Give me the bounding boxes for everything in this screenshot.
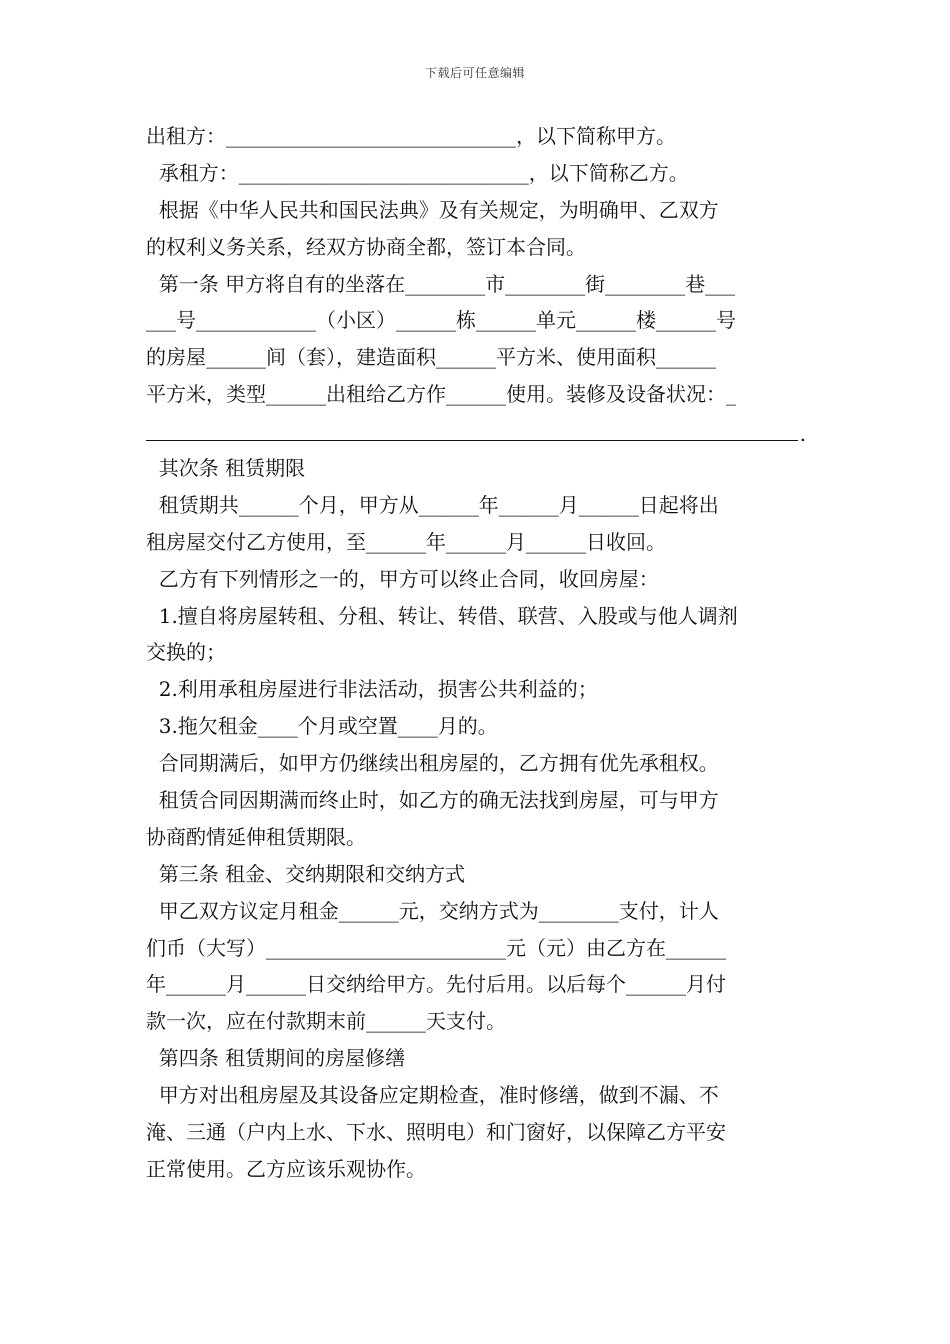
text-line: ___号____________（小区）______栋______单元______楼______号 bbox=[146, 308, 736, 333]
text-line: 的房屋______间（套），建造面积______平方米、使用面积______ bbox=[146, 345, 716, 370]
page-header: 下载后可任意编辑 bbox=[424, 66, 525, 80]
text-line: 们币（大写）________________________元（元）由乙方在______ bbox=[146, 935, 726, 960]
line-end-period: . bbox=[799, 422, 806, 447]
text-line: 第一条 甲方将自有的坐落在________市________街________巷___ bbox=[146, 271, 736, 296]
text-line: 协商酌情延伸租赁期限。 bbox=[146, 824, 366, 849]
text-line: 出租方：_____________________________，以下简称甲方。 bbox=[146, 124, 676, 148]
text-line: 乙方有下列情形之一的，甲方可以终止合同，收回房屋： bbox=[146, 566, 659, 591]
section-heading: 第四条 租赁期间的房屋修缮 bbox=[146, 1046, 406, 1071]
fill-in-line bbox=[146, 413, 806, 450]
text-line: 淹、三通（户内上水、下水、照明电）和门窗好，以保障乙方平安 bbox=[146, 1120, 726, 1145]
text-line: 合同期满后，如甲方仍继续出租房屋的，乙方拥有优先承租权。 bbox=[146, 751, 719, 776]
section-heading: 第三条 租金、交纳期限和交纳方式 bbox=[146, 861, 466, 886]
text-line: 租赁期共______个月，甲方从______年______月______日起将出 bbox=[146, 492, 719, 517]
text-line: 甲方对出租房屋及其设备应定期检查，准时修缮，做到不漏、不 bbox=[146, 1083, 719, 1108]
text-line: 交换的； bbox=[146, 640, 226, 665]
text-line: 年______月______日交纳给甲方。先付后用。以后每个______月付 bbox=[146, 972, 726, 997]
blank-underline bbox=[146, 440, 798, 441]
text-line: 的权利义务关系，经双方协商全都，签订本合同。 bbox=[146, 234, 586, 259]
contract-body bbox=[146, 118, 806, 1188]
text-line: 租赁合同因期满而终止时，如乙方的确无法找到房屋，可与甲方 bbox=[146, 788, 719, 813]
list-item: 2.利用承租房屋进行非法活动，损害公共利益的； bbox=[146, 677, 598, 702]
section-heading: 其次条 租赁期限 bbox=[146, 456, 306, 481]
text-line: 甲乙双方议定月租金______元，交纳方式为________支付，计人 bbox=[146, 898, 719, 923]
text-line: 款一次，应在付款期末前______天支付。 bbox=[146, 1009, 506, 1034]
text-line: 承租方：_____________________________，以下简称乙方。 bbox=[146, 160, 689, 185]
list-item: 3.拖欠租金____个月或空置____月的。 bbox=[146, 714, 498, 739]
text-line: 租房屋交付乙方使用，至______年______月______日收回。 bbox=[146, 529, 666, 554]
text-line: 正常使用。乙方应该乐观协作。 bbox=[146, 1156, 426, 1181]
list-item: 1.擅自将房屋转租、分租、转让、转借、联营、入股或与他人调剂 bbox=[146, 603, 738, 628]
text-line: 根据《中华人民共和国民法典》及有关规定，为明确甲、乙双方 bbox=[146, 197, 719, 222]
text-line: 平方米，类型______出租给乙方作______使用。装修及设备状况：_ bbox=[146, 382, 736, 407]
